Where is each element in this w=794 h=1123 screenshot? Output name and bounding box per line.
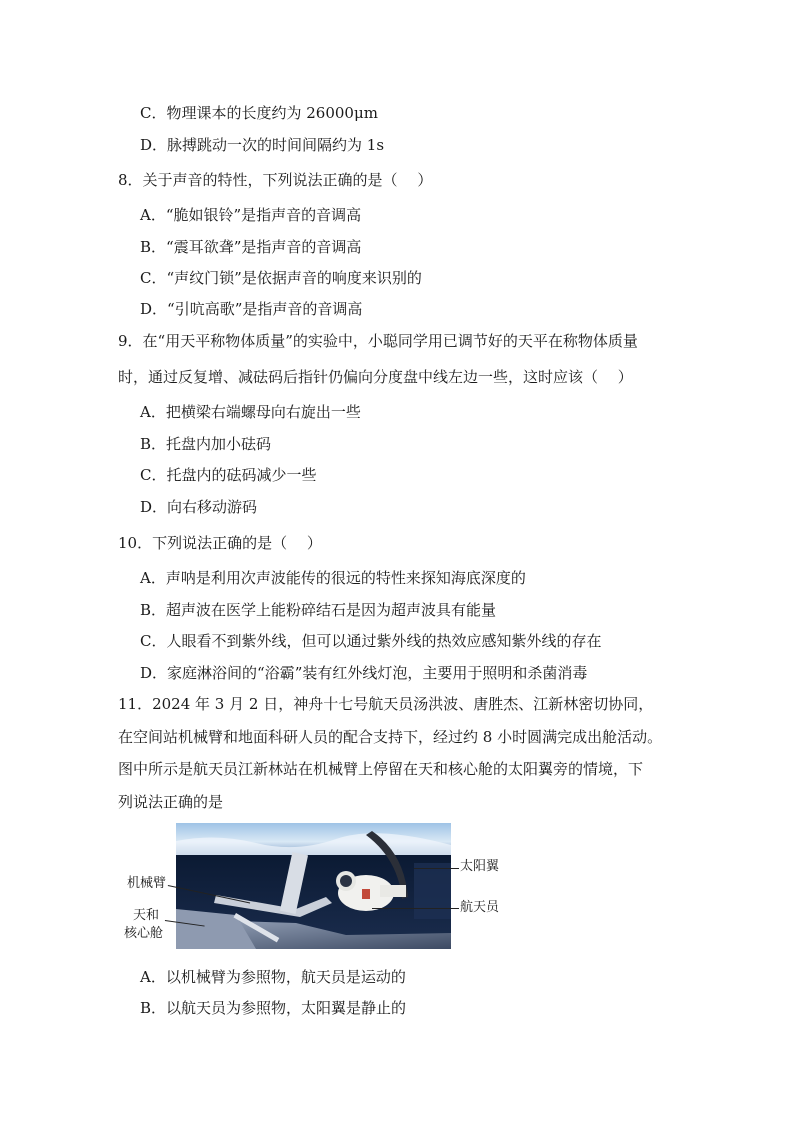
q9-option-c: C．托盘内的砝码减少一些	[140, 466, 317, 484]
q11-stem-line-3: 图中所示是航天员江新林站在机械臂上停留在天和核心舱的太阳翼旁的情境，下	[118, 760, 644, 778]
q10-option-a: A．声呐是利用次声波能传的很远的特性来探知海底深度的	[140, 569, 526, 587]
leader-line-solar-wing	[414, 868, 459, 869]
q11-stem-line-4: 列说法正确的是	[118, 793, 224, 811]
q11-option-a: A．以机械臂为参照物，航天员是运动的	[140, 968, 406, 986]
q9-stem-line-2: 时，通过反复增、减砝码后指针仍偏向分度盘中线左边一些，这时应该（ ）	[118, 368, 633, 386]
figure-label-module-line-1: 天和	[133, 908, 160, 923]
q10-option-b: B．超声波在医学上能粉碎结石是因为超声波具有能量	[140, 601, 497, 619]
q10-stem: 10．下列说法正确的是（ ）	[118, 534, 322, 552]
q10-option-c: C．人眼看不到紫外线，但可以通过紫外线的热效应感知紫外线的存在	[140, 632, 602, 650]
spacewalk-photo	[176, 823, 451, 949]
q11-stem-line-2: 在空间站机械臂和地面科研人员的配合支持下，经过约 8 小时圆满完成出舱活动。	[118, 728, 663, 746]
figure-label-robotic-arm: 机械臂	[127, 876, 167, 891]
q7-option-c: C．物理课本的长度约为 26000μm	[140, 104, 378, 122]
q8-option-a: A．“脆如银铃”是指声音的音调高	[140, 206, 362, 224]
q9-option-a: A．把横梁右端螺母向右旋出一些	[140, 403, 361, 421]
q8-option-c: C．“声纹门锁”是依据声音的响度来识别的	[140, 269, 422, 287]
q9-option-b: B．托盘内加小砝码	[140, 435, 272, 453]
leader-line-astronaut	[372, 908, 459, 909]
figure-label-module-line-2: 核心舱	[124, 926, 164, 941]
q7-option-d: D．脉搏跳动一次的时间间隔约为 1s	[140, 136, 385, 154]
q8-option-b: B．“震耳欲聋”是指声音的音调高	[140, 238, 362, 256]
q11-option-b: B．以航天员为参照物，太阳翼是静止的	[140, 999, 407, 1017]
figure-label-solar-wing: 太阳翼	[460, 859, 500, 874]
spacewalk-photo-drawing	[176, 823, 451, 949]
q8-option-d: D．“引吭高歌”是指声音的音调高	[140, 300, 363, 318]
q11-stem-line-1: 11．2024 年 3 月 2 日，神舟十七号航天员汤洪波、唐胜杰、江新林密切协同，	[118, 695, 654, 713]
q10-option-d: D．家庭淋浴间的“浴霸”装有红外线灯泡，主要用于照明和杀菌消毒	[140, 664, 588, 682]
q8-stem: 8．关于声音的特性，下列说法正确的是（ ）	[118, 171, 433, 189]
q9-stem-line-1: 9．在“用天平称物体质量”的实验中，小聪同学用已调节好的天平在称物体质量	[118, 332, 638, 350]
q9-option-d: D．向右移动游码	[140, 498, 258, 516]
figure-label-astronaut: 航天员	[460, 900, 500, 915]
